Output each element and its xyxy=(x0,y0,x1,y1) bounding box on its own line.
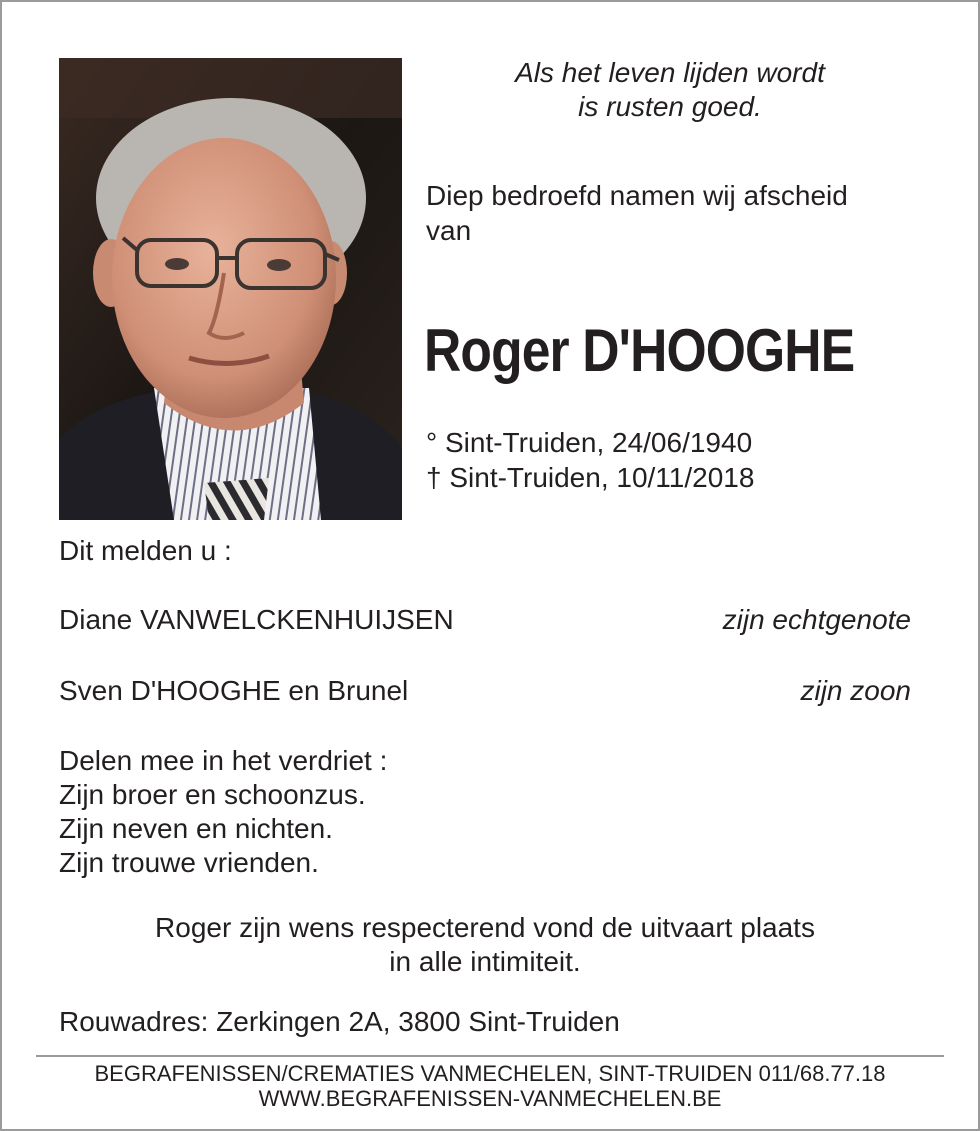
quote-line-2: is rusten goed. xyxy=(578,91,762,122)
sharing-block xyxy=(59,744,387,880)
quote-line-1: Als het leven lijden wordt xyxy=(515,57,825,88)
relative-row xyxy=(59,674,911,708)
memorial-quote xyxy=(420,56,920,124)
footer-company: BEGRAFENISSEN/CREMATIES VANMECHELEN, SINT-TRUIDEN 011/68.77.18 xyxy=(94,1061,886,1086)
relative-relation: zijn zoon xyxy=(800,675,911,706)
footer-divider xyxy=(36,1055,944,1057)
farewell-intro xyxy=(426,178,926,248)
relative-relation: zijn echtgenote xyxy=(722,604,911,635)
funeral-wish xyxy=(59,911,911,979)
intro-line-2: van xyxy=(426,215,472,246)
life-dates xyxy=(426,425,754,495)
wish-line-1: Roger zijn wens respecterend vond de uitvaart plaats xyxy=(155,912,815,943)
portrait-photo xyxy=(59,58,402,520)
intro-line-1: Diep bedroefd namen wij afscheid xyxy=(426,180,848,211)
relative-name: Sven D'HOOGHE en Brunel xyxy=(59,675,409,706)
sharing-line: Zijn broer en schoonzus. xyxy=(59,779,366,810)
death-date: † Sint-Truiden, 10/11/2018 xyxy=(426,462,755,493)
wish-line-2: in alle intimiteit. xyxy=(389,946,581,977)
mourning-address: Rouwadres: Zerkingen 2A, 3800 Sint-Truiden xyxy=(59,1006,620,1037)
relative-name: Diane VANWELCKENHUIJSEN xyxy=(59,604,454,635)
sharing-heading: Delen mee in het verdriet : xyxy=(59,745,388,776)
birth-date: ° Sint-Truiden, 24/06/1940 xyxy=(426,427,753,458)
announcement-text: Dit melden u : xyxy=(59,535,232,566)
sharing-line: Zijn neven en nichten. xyxy=(59,813,333,844)
deceased-name: Roger D'HOOGHE xyxy=(424,317,855,384)
footer-website: WWW.BEGRAFENISSEN-VANMECHELEN.BE xyxy=(258,1086,722,1111)
relative-row xyxy=(59,603,911,637)
funeral-home-footer xyxy=(36,1061,944,1111)
sharing-line: Zijn trouwe vrienden. xyxy=(59,847,319,878)
